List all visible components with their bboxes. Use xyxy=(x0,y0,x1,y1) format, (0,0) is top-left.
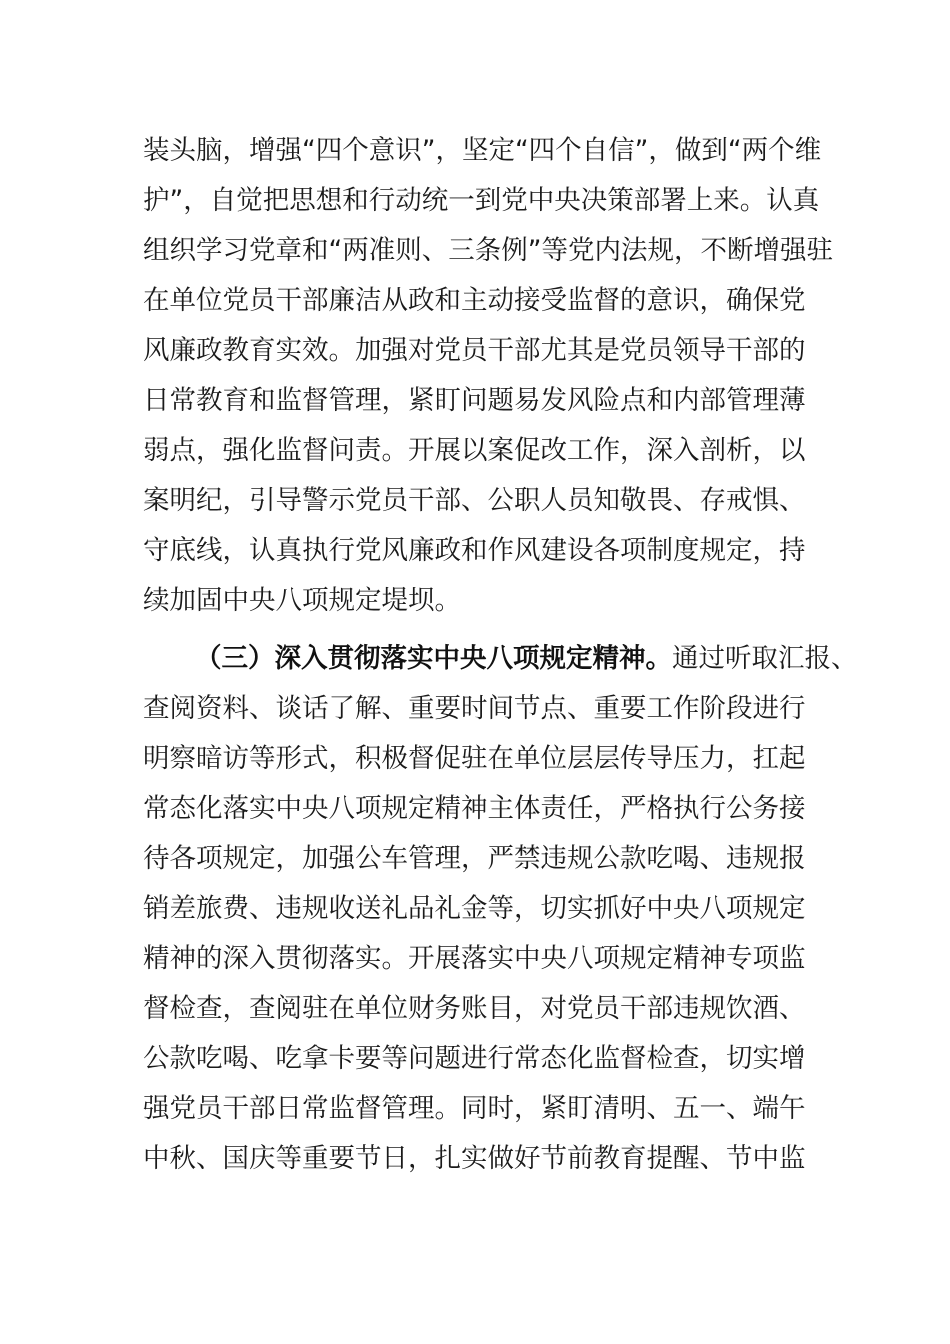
text-line: 在单位党员干部廉洁从政和主动接受监督的意识，确保党 xyxy=(143,285,806,316)
text-line: 精神的深入贯彻落实。开展落实中央八项规定精神专项监 xyxy=(143,943,806,974)
text-line: 护”，自觉把思想和行动统一到党中央决策部署上来。认真 xyxy=(143,185,820,216)
text-line: 查阅资料、谈话了解、重要时间节点、重要工作阶段进行 xyxy=(143,693,806,724)
text-line: 中秋、国庆等重要节日，扎实做好节前教育提醒、节中监 xyxy=(143,1143,806,1174)
text-line: 弱点，强化监督问责。开展以案促改工作，深入剖析，以 xyxy=(143,435,806,466)
text-line: 风廉政教育实效。加强对党员干部尤其是党员领导干部的 xyxy=(143,335,806,366)
text-line: 组织学习党章和“两准则、三条例”等党内法规，不断增强驻 xyxy=(143,235,833,266)
text-line: 守底线，认真执行党风廉政和作风建设各项制度规定，持 xyxy=(143,535,806,566)
text-line: 日常教育和监督管理，紧盯问题易发风险点和内部管理薄 xyxy=(143,385,806,416)
text-line: 公款吃喝、吃拿卡要等问题进行常态化监督检查，切实增 xyxy=(143,1043,806,1074)
paragraph-gap xyxy=(143,626,823,634)
paragraph-2 xyxy=(143,634,858,1184)
document-body xyxy=(143,126,858,1184)
text-line: 明察暗访等形式，积极督促驻在单位层层传导压力，扛起 xyxy=(143,743,806,774)
text-line: 装头脑，增强“四个意识”，坚定“四个自信”，做到“两个维 xyxy=(143,135,822,166)
section-heading: （三）深入贯彻落实中央八项规定精神。 xyxy=(195,643,672,674)
text-line: 销差旅费、违规收送礼品礼金等，切实抓好中央八项规定 xyxy=(143,893,806,924)
text-line: 待各项规定，加强公车管理，严禁违规公款吃喝、违规报 xyxy=(143,843,806,874)
text-line: 常态化落实中央八项规定精神主体责任，严格执行公务接 xyxy=(143,793,806,824)
text-line: 案明纪，引导警示党员干部、公职人员知敬畏、存戒惧、 xyxy=(143,485,806,516)
heading-continuation: 通过听取汇报、 xyxy=(672,643,858,674)
paragraph-first-line xyxy=(143,634,858,684)
text-line: 强党员干部日常监督管理。同时，紧盯清明、五一、端午 xyxy=(143,1093,806,1124)
text-line: 督检查，查阅驻在单位财务账目，对党员干部违规饮酒、 xyxy=(143,993,806,1024)
text-line: 续加固中央八项规定堤坝。 xyxy=(143,585,461,616)
paragraph-1 xyxy=(143,126,833,626)
